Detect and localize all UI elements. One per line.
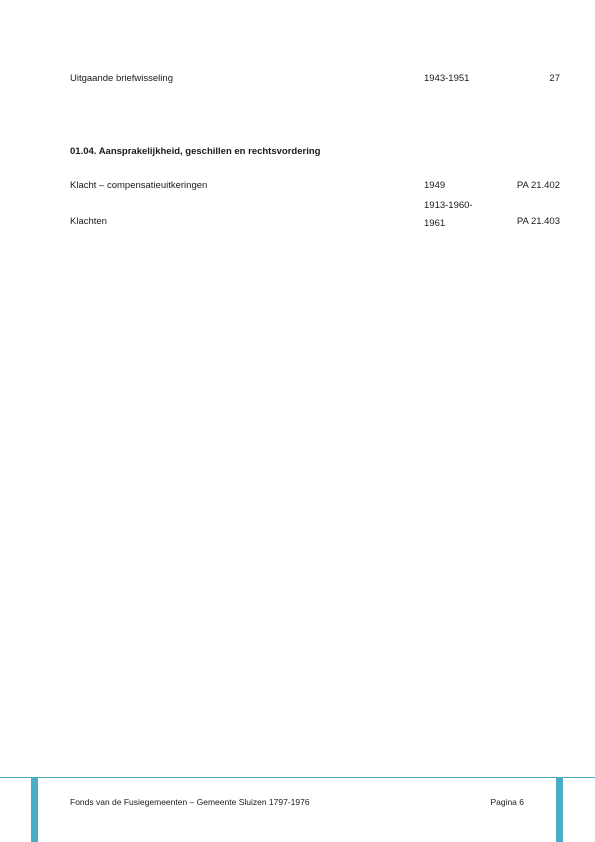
entry-period: 1943-1951 bbox=[424, 73, 470, 84]
footer-page-number: Pagina 6 bbox=[490, 797, 524, 807]
table-row bbox=[70, 72, 560, 86]
entry-period-line: 1961 bbox=[424, 218, 446, 229]
footer-divider bbox=[0, 777, 595, 778]
entry-inventory-number: PA 21.403 bbox=[516, 216, 560, 227]
entry-inventory-number: PA 21.402 bbox=[516, 180, 560, 191]
entry-period-line: 1913-1960- bbox=[424, 200, 473, 211]
footer-accent-bar-left bbox=[31, 778, 38, 842]
entry-inventory-number: 27 bbox=[549, 73, 560, 84]
section-heading: 01.04. Aansprakelijkheid, geschillen en rechtsvordering bbox=[70, 146, 321, 157]
footer-accent-bar-right bbox=[556, 778, 563, 842]
entry-title: Klachten bbox=[70, 216, 107, 227]
entry-title: Klacht – compensatieuitkeringen bbox=[70, 180, 208, 191]
entry-title: Uitgaande briefwisseling bbox=[70, 73, 173, 84]
entry-period bbox=[424, 197, 494, 233]
entry-period: 1949 bbox=[424, 180, 446, 191]
table-row bbox=[70, 179, 560, 193]
footer-document-title: Fonds van de Fusiegemeenten – Gemeente Sluizen 1797-1976 bbox=[70, 797, 310, 807]
